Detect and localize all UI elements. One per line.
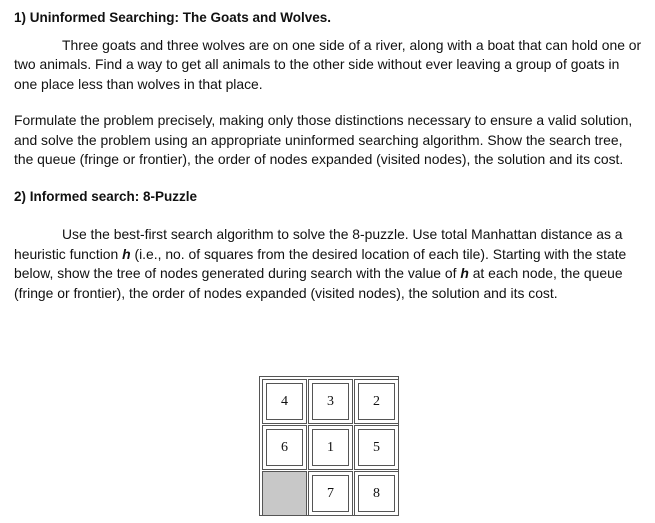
puzzle-tile: 2 bbox=[354, 379, 399, 424]
puzzle-tile: 3 bbox=[308, 379, 353, 424]
document-page bbox=[14, 8, 644, 303]
section-1-heading: 1) Uninformed Searching: The Goats and Wolves. bbox=[14, 10, 332, 25]
eight-puzzle-grid bbox=[259, 376, 399, 516]
puzzle-tile: 8 bbox=[354, 471, 399, 516]
heuristic-h-symbol: h bbox=[122, 245, 131, 262]
eight-puzzle-instructions bbox=[14, 225, 644, 303]
puzzle-tile: 6 bbox=[262, 425, 307, 470]
puzzle-tile-blank bbox=[262, 471, 307, 516]
eight-puzzle-text-part-1: Use the best-first search algorithm to solve the 8-puzzle. Use total Manhattan distance as a heuristic function bbox=[14, 226, 623, 262]
eight-puzzle-text-part-2: (i.e., no. of squares from the desired location of each tile). Starting with the state below, show the tree of nodes generated during search with the value of bbox=[14, 245, 627, 282]
goats-wolves-instructions: Formulate the problem precisely, making only those distinctions necessary to ensure a valid solution, and solve the problem using an appropriate uninformed searching algorithm. Show the search tree, the queue (fringe or frontier), the order of nodes expanded (visited nodes), the solution and its cost. bbox=[14, 112, 633, 168]
puzzle-tile: 7 bbox=[308, 471, 353, 516]
puzzle-tile: 5 bbox=[354, 425, 399, 470]
section-2-heading: 2) Informed search: 8-Puzzle bbox=[14, 189, 198, 205]
puzzle-tile: 4 bbox=[262, 379, 307, 424]
goats-wolves-description: Three goats and three wolves are on one side of a river, along with a boat that can hold one or two animals. Find a way to get all animals to the other side without ever leaving a group of goats in one place less than wolves in that place. bbox=[14, 37, 642, 92]
eight-puzzle-text-part-3: at each node, the queue (fringe or frontier), the order of nodes expanded (visited nodes), the solution and its cost. bbox=[14, 265, 623, 301]
puzzle-tile: 1 bbox=[308, 425, 353, 470]
heuristic-h-symbol: h bbox=[460, 265, 469, 282]
